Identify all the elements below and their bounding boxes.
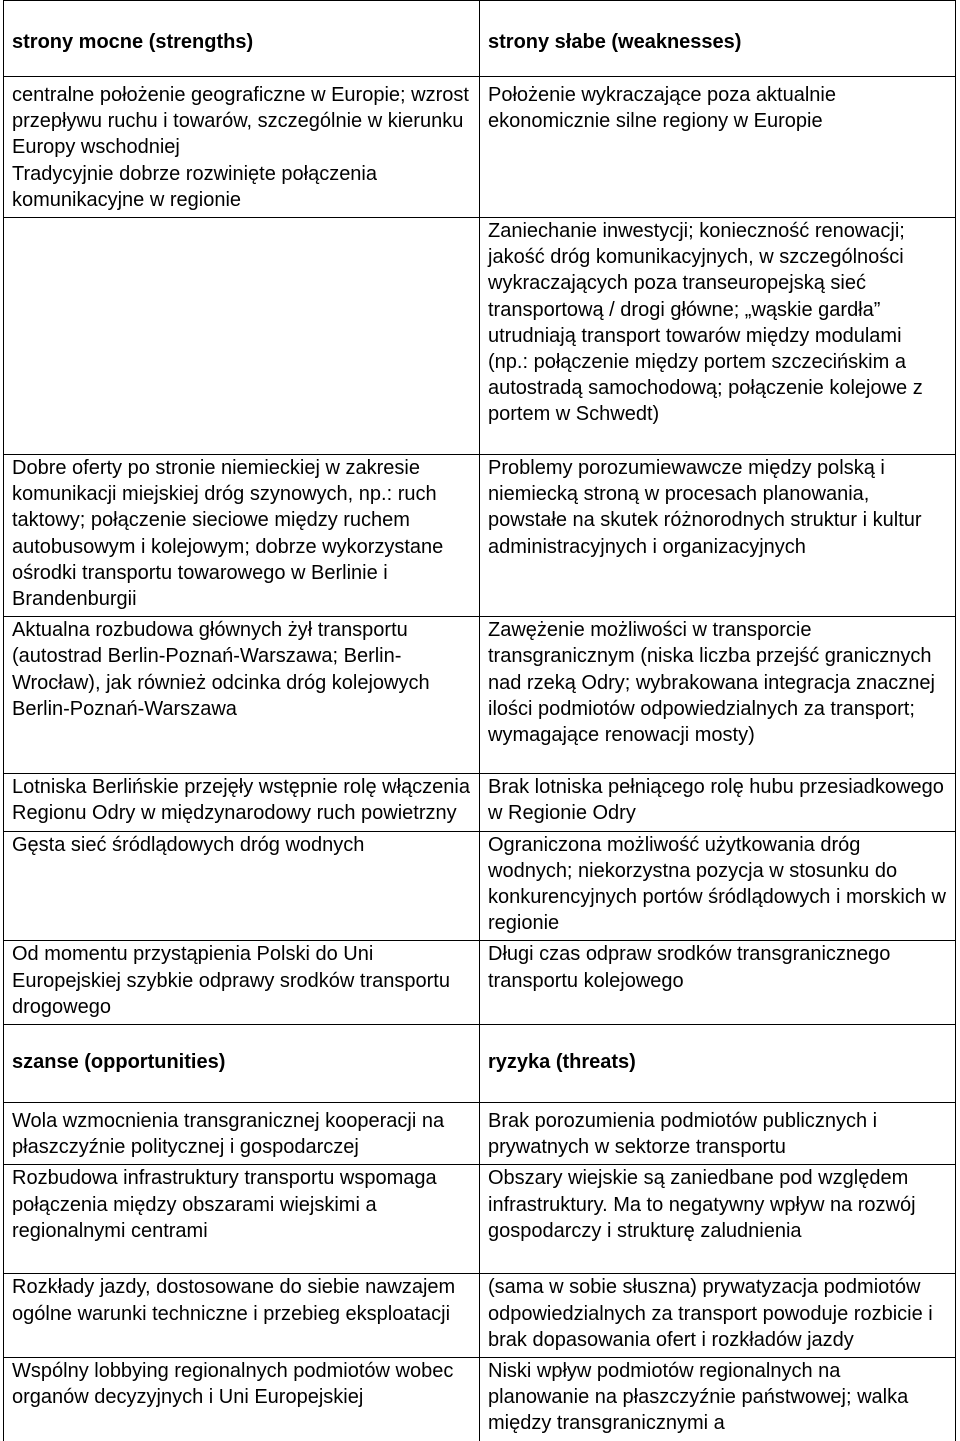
strength-item: Dobre oferty po stronie niemieckiej w zakresie komunikacji miejskiej dróg szynowych, np.: ruch taktowy; połączenie sieciowe między ruchem autobusowym i kolejowym; dobrze wykorzystane ośrodki transportu towarowego w Berlinie i Brandenburgii: [12, 457, 444, 611]
strength-item: centralne położenie geograficzne w Europie; wzrost przepływu ruchu i towarów, szczególnie w kierunku Europy wschodniej: [12, 84, 469, 159]
table-cell: [480, 831, 956, 941]
table-row: [4, 831, 956, 941]
table-cell: [480, 77, 956, 218]
table-row: [4, 218, 956, 455]
threat-item: (sama w sobie słuszna) prywatyzacja podmiotów odpowiedzialnych za transport powoduje rozbicie i brak dopasowania ofert i rozkładów jazdy: [488, 1276, 933, 1351]
threat-item: Obszary wiejskie są zaniedbane pod względem infrastruktury. Ma to negatywny wpływ na rozwój gospodarczy i strukturę zaludnienia: [488, 1167, 916, 1242]
table-cell: [480, 455, 956, 617]
table-row: [4, 1358, 956, 1441]
weakness-item: Zaniechanie inwestycji; konieczność renowacji; jakość dróg komunikacyjnych, w szczególności wykraczających poza transeuropejską sieć transportową / drogi główne; „wąskie gardła” utrudniają transport towarów między modulami (np.: połączenie między portem szczecińskim a autostradą samochodową; połączenie kolejowe z portem w Schwedt): [488, 220, 923, 426]
document-page: [3, 0, 956, 1435]
table-cell: [480, 1274, 956, 1358]
opportunities-header: szanse (opportunities): [4, 1025, 480, 1103]
table-row: [4, 1103, 956, 1165]
opportunity-item: Wspólny lobbying regionalnych podmiotów wobec organów decyzyjnych i Uni Europejskiej: [12, 1360, 454, 1409]
weakness-item: Problemy porozumiewawcze między polską i niemiecką stroną w procesach planowania, powstałe na skutek różnorodnych struktur i kultur administracyjnych i organizacyjnych: [488, 457, 922, 558]
opportunity-item: Rozbudowa infrastruktury transportu wspomaga połączenia między obszarami wiejskimi a regionalnymi centrami: [12, 1167, 437, 1242]
opportunity-item: Rozkłady jazdy, dostosowane do siebie nawzajem ogólne warunki techniczne i przebieg eksploatacji: [12, 1276, 456, 1325]
table-cell: [4, 774, 480, 831]
opportunity-item: Wola wzmocnienia transgranicznej kooperacji na płaszczyźnie politycznej i gospodarczej: [12, 1110, 445, 1159]
strength-item: Lotniska Berlińskie przejęły wstępnie rolę włączenia Regionu Odry w międzynarodowy ruch powietrzny: [12, 776, 470, 825]
weakness-item: Brak lotniska pełniącego rolę hubu przesiadkowego w Regionie Odry: [488, 776, 944, 825]
strengths-header: strony mocne (strengths): [4, 1, 480, 77]
table-row: [4, 774, 956, 831]
weakness-item: Położenie wykraczające poza aktualnie ekonomicznie silne regiony w Europie: [488, 84, 836, 133]
strength-item: Od momentu przystąpienia Polski do Uni Europejskiej szybkie odprawy srodków transportu drogowego: [12, 943, 450, 1018]
table-row: [4, 1165, 956, 1274]
table-cell: [4, 831, 480, 941]
table-cell: [480, 774, 956, 831]
table-cell: [4, 617, 480, 774]
table-row: [4, 1274, 956, 1358]
weakness-item: Zawężenie możliwości w transporcie transgranicznym (niska liczba przejść granicznych nad rzeką Odry; wybrakowana integracja znacznej ilości podmiotów odpowiedzialnych za transport; wymagające renowacji mosty): [488, 619, 935, 747]
weakness-item: Ograniczona możliwość użytkowania dróg wodnych; niekorzystna pozycja w stosunku do konkurencyjnych portów śródlądowych i morskich w regionie: [488, 833, 946, 935]
threat-item: Brak porozumienia podmiotów publicznych i prywatnych w sektorze transportu: [488, 1110, 878, 1159]
table-row: [4, 941, 956, 1025]
table-cell: [480, 1103, 956, 1165]
table-cell: [480, 1358, 956, 1441]
threats-header: ryzyka (threats): [480, 1025, 956, 1103]
header-row-top: [4, 1, 956, 77]
table-cell: [480, 218, 956, 455]
weaknesses-header: strony słabe (weaknesses): [480, 1, 956, 77]
table-cell: [4, 941, 480, 1025]
table-cell: [480, 617, 956, 774]
table-cell: [4, 77, 480, 218]
table-cell: [480, 941, 956, 1025]
table-cell: [4, 455, 480, 617]
table-row: [4, 77, 956, 218]
swot-table: [3, 0, 956, 1441]
header-row-bottom: [4, 1025, 956, 1103]
table-row: [4, 455, 956, 617]
table-cell: [4, 1274, 480, 1358]
table-row: [4, 617, 956, 774]
strength-item: Gęsta sieć śródlądowych dróg wodnych: [12, 833, 365, 856]
strength-item: Aktualna rozbudowa głównych żył transportu (autostrad Berlin-Poznań-Warszawa; Berlin-Wrocław), jak również odcinka dróg kolejowych Berlin-Poznań-Warszawa: [12, 619, 430, 720]
table-cell: [480, 1165, 956, 1274]
threat-item: Niski wpływ podmiotów regionalnych na planowanie na płaszczyźnie państwowej; walka między transgranicznymi a: [488, 1360, 909, 1435]
table-cell: [4, 218, 480, 455]
weakness-item: Długi czas odpraw srodków transgranicznego transportu kolejowego: [488, 943, 891, 992]
table-cell: [4, 1103, 480, 1165]
table-cell: [4, 1165, 480, 1274]
table-cell: [4, 1358, 480, 1441]
strength-item: Tradycyjnie dobrze rozwinięte połączenia komunikacyjne w regionie: [12, 162, 377, 211]
